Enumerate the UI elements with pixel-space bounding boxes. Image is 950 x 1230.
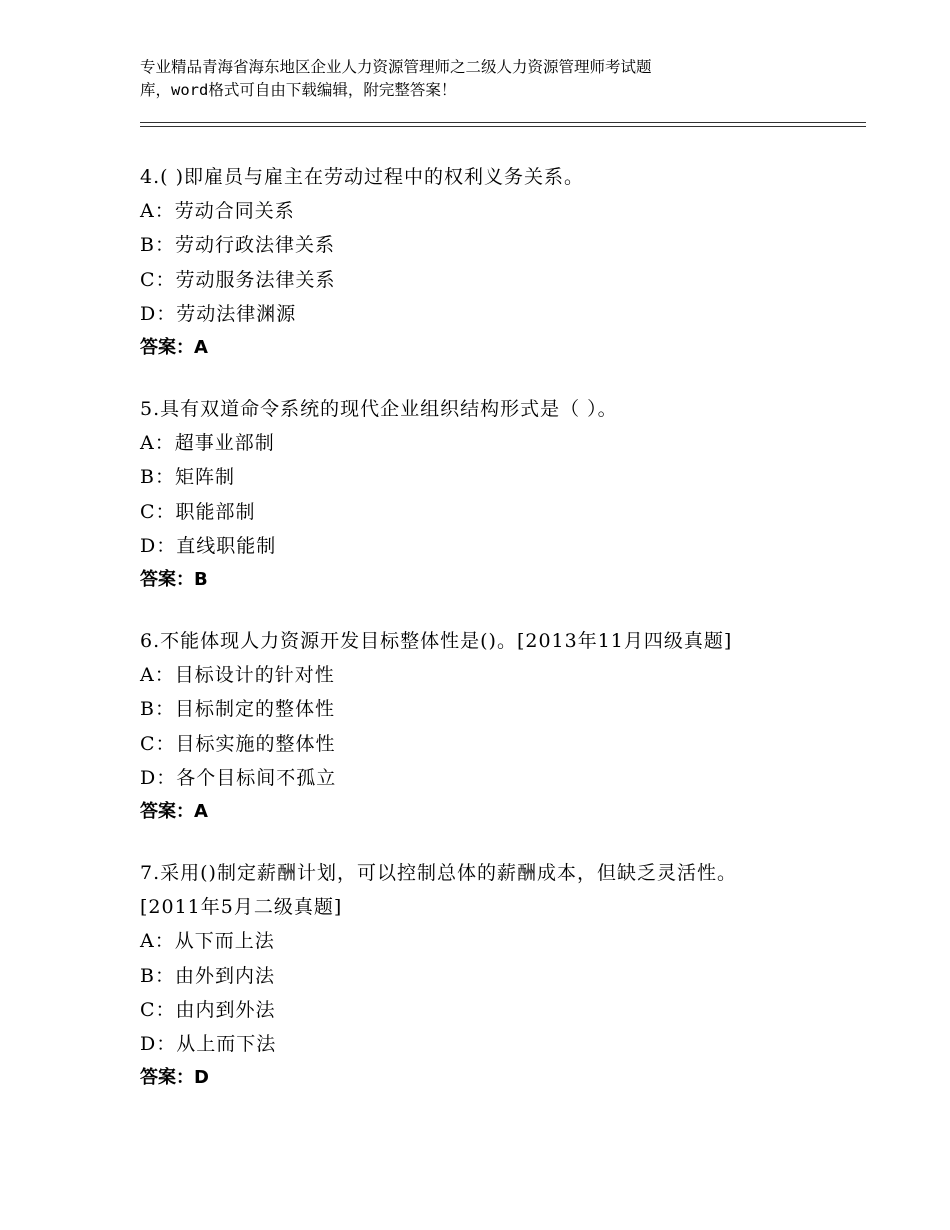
option-d: D：直线职能制 — [140, 534, 277, 557]
option-a: A：劳动合同关系 — [140, 200, 295, 223]
question-stem: 6.不能体现人力资源开发目标整体性是()。[2013年11月四级真题] — [140, 630, 733, 653]
option-b: B：目标制定的整体性 — [140, 698, 335, 721]
question-stem-continuation: [2011年5月二级真题] — [140, 896, 343, 919]
option-b: B：矩阵制 — [140, 466, 235, 489]
question-stem: 7.采用()制定薪酬计划，可以控制总体的薪酬成本，但缺乏灵活性。 — [140, 862, 737, 885]
question-6 — [140, 624, 840, 829]
question-4 — [140, 160, 840, 365]
option-d: D：劳动法律渊源 — [140, 302, 297, 325]
answer-label: 答案：A — [140, 337, 208, 359]
option-a: A：目标设计的针对性 — [140, 664, 335, 687]
answer-label: 答案：D — [140, 1067, 209, 1089]
answer-label: 答案：A — [140, 801, 208, 823]
option-c: C：目标实施的整体性 — [140, 732, 336, 755]
question-stem: 5.具有双道命令系统的现代企业组织结构形式是（ ）。 — [140, 398, 618, 421]
option-c: C：由内到外法 — [140, 998, 276, 1021]
option-c: C：劳动服务法律关系 — [140, 268, 336, 291]
option-d: D：各个目标间不孤立 — [140, 766, 337, 789]
option-a: A：超事业部制 — [140, 432, 275, 455]
option-a: A：从下而上法 — [140, 930, 275, 953]
document-header — [140, 56, 780, 102]
header-title-line-1: 专业精品青海省海东地区企业人力资源管理师之二级人力资源管理师考试题 — [140, 58, 652, 76]
option-b: B：劳动行政法律关系 — [140, 234, 335, 257]
option-b: B：由外到内法 — [140, 964, 275, 987]
question-7 — [140, 856, 840, 1095]
header-divider-bottom — [140, 126, 866, 127]
option-c: C：职能部制 — [140, 500, 256, 523]
answer-label: 答案：B — [140, 569, 208, 591]
header-title-line-2: 库，word格式可自由下载编辑，附完整答案！ — [140, 81, 457, 99]
option-d: D：从上而下法 — [140, 1033, 277, 1056]
question-5 — [140, 392, 840, 597]
header-divider-top — [140, 122, 866, 123]
question-list — [140, 160, 840, 1122]
question-stem: 4.( )即雇员与雇主在劳动过程中的权利义务关系。 — [140, 166, 584, 188]
